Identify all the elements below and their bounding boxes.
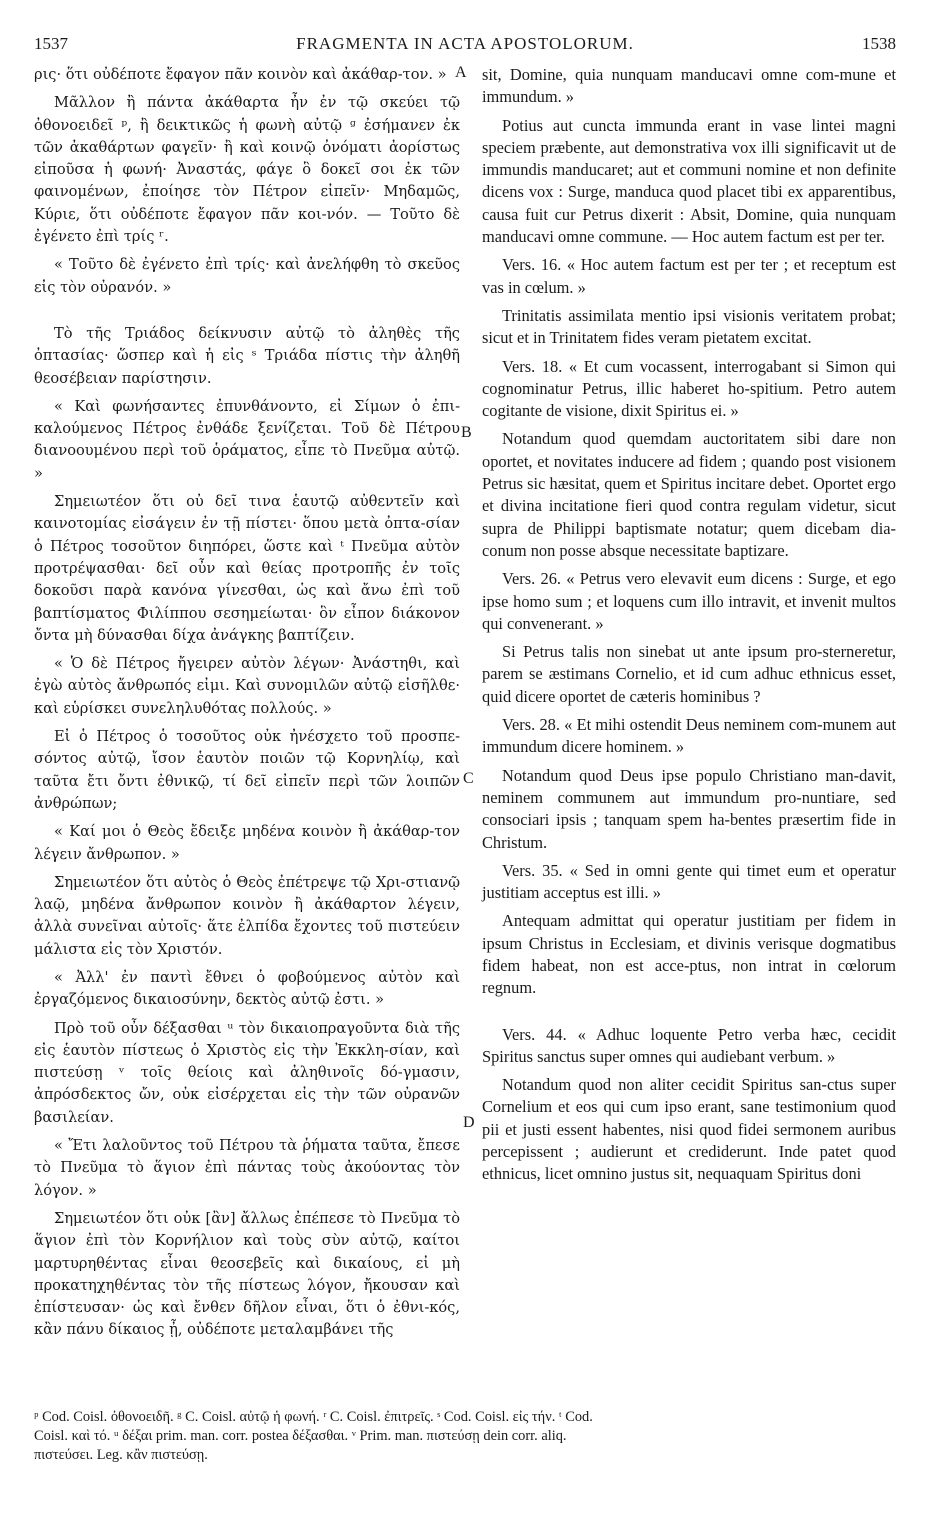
latin-paragraph: Si Petrus talis non sinebat ut ante ipsum pro-sterneretur, parem se æstimans Cornelio, et id cum adhuc ethnicus esset, quid dicere oportet de cæteris hominibus ? xyxy=(482,642,896,706)
margin-letter-d: D xyxy=(463,1114,475,1131)
latin-paragraph: Notandum quod non aliter cecidit Spiritus san-ctus super Cornelium et eos qui cum ipso erant, sane testimonium quod pii et justi essent habentes, nisi quod fidei sermonem auribus percepissent ; audierunt et crediderunt. Inde patet quod ethnicus, licet omnino justus sit, nequaquam Spiritus doni xyxy=(482,1075,896,1184)
greek-paragraph: Σημειωτέον ὅτι οὐ δεῖ τινα ἑαυτῷ αὐθεντεῖν καὶ καινοτομίας εἰσάγειν ἐν τῇ πίστει· ὅπου μετὰ ὀπτα-σίαν ὁ Πέτρος τοσοῦτον διηπόρει, ὥστε καὶ ᵗ Πνεῦμα αὐτὸν προτρέψασθαι· δεῖ οὖν καὶ θείας προτροπῆς ἐν τοῖς δοκοῦσι παρὰ κανόνα γίνεσθαι, ὡς καὶ ἄνω ἐπὶ τοῦ βαπτίσματος Φιλίππου σεσημείωται· ὃν εἶπον διάκονον ὄντα μὴ δύνασθαι δίχα ἀνάγκης βαπτίζειν. xyxy=(34,493,460,644)
greek-verse: « Τοῦτο δὲ ἐγένετο ἐπὶ τρίς· καὶ ἀνελήφθη τὸ σκεῦος εἰς τὸν οὐρανόν. » xyxy=(34,256,460,296)
greek-paragraph: Μᾶλλον ἢ πάντα ἀκάθαρτα ἦν ἐν τῷ σκεύει τῷ ὀθονοειδεῖ ᵖ, ἢ δεικτικῶς ἡ φωνὴ αὐτῷ ᵍ ἐσήμανεν ἐκ τῶν ἀκαθάρτων φαγεῖν· ἢ καὶ κοινῷ ὀνόματι ἀορίστως εἰποῦσα ἡ φωνή· Ἀναστάς, φάγε ὃ δοκεῖ σοι ἐκ τῶν φαινομένων, ἐποίησε τὸν Πέτρον εἰπεῖν· Μηδαμῶς, Κύριε, ὅτι οὐδέποτε ἔφαγον πᾶν κοι-νόν. — Τοῦτο δὲ ἐγένετο ἐπὶ τρίς ʳ. xyxy=(34,94,460,246)
latin-paragraph: sit, Domine, quia nunquam manducavi omne com-mune et immundum. » xyxy=(482,65,896,107)
latin-paragraph: Notandum quod quemdam auctoritatem sibi dare non oportet, et novitates inducere ad fidem ; quando post visionem Petrus sic hæsitat, quem et Spiritus incitare debet. Oportet ergo et divina incitatione fieri quod contra regulam videtur, sicut supra de Philippi baptismate notatur; quem dicebam dia-conum non posse absque necessitate baptizare. xyxy=(482,429,896,560)
latin-paragraph: Antequam admittat qui operatur justitiam per fidem in ipsum Christus in Ecclesiam, et divinis verisque dogmatibus fidem habeat, non est acce-ptus, non intrat in cœlorum regnum. xyxy=(482,911,896,998)
latin-verse: Vers. 35. « Sed in omni gente qui timet eum et operatur justitiam acceptus est illi. » xyxy=(482,860,896,903)
margin-letter-c: C xyxy=(463,770,474,787)
greek-paragraph: Πρὸ τοῦ οὖν δέξασθαι ᵘ τὸν δικαιοπραγοῦντα διὰ τῆς εἰς ἑαυτὸν πίστεως ὁ Χριστὸς εἰς τὴν Ἐκκλη-σίαν, καὶ πιστεύσῃ ᵛ τοῖς θείοις καὶ ἀληθινοῖς δό-γμασιν, ἀπρόσδεκτος ὤν, οὐκ εἰσέρχεται εἰς τὴν τῶν οὐρανῶν βασιλείαν. xyxy=(34,1019,460,1126)
page-number-left: 1537 xyxy=(34,34,68,53)
greek-verse: « Καί μοι ὁ Θεὸς ἔδειξε μηδένα κοινὸν ἢ ἀκάθαρ-τον λέγειν ἄνθρωπον. » xyxy=(34,823,460,863)
page-number-right: 1538 xyxy=(862,34,896,53)
latin-paragraph: Trinitatis assimilata mentio ipsi visionis veritatem probat; sicut et in Trinitatem fides veram pietatem excitat. xyxy=(482,305,896,348)
running-title: FRAGMENTA IN ACTA APOSTOLORUM. xyxy=(296,34,634,53)
greek-paragraph: ρις· ὅτι οὐδέποτε ἔφαγον πᾶν κοινὸν καὶ ἀκάθαρ-τον. » xyxy=(34,66,447,83)
greek-verse: « Ὁ δὲ Πέτρος ἤγειρεν αὐτὸν λέγων· Ἀνάστηθι, καὶ ἐγὼ αὐτὸς ἄνθρωπός εἰμι. Καὶ συνομιλῶν αὐτῷ εἰσῆλθε· καὶ εὑρίσκει συνεληλυθότας πολλούς. » xyxy=(34,655,460,717)
footnotes xyxy=(34,1408,896,1465)
latin-verse: Vers. 44. « Adhuc loquente Petro verba hæc, cecidit Spiritus sanctus super omnes qui audiebant verbum. » xyxy=(482,1024,896,1066)
greek-column xyxy=(34,64,460,1348)
greek-paragraph: Σημειωτέον ὅτι αὐτὸς ὁ Θεὸς ἐπέτρεψε τῷ Χρι-στιανῷ λαῷ, μηδένα ἄνθρωπον κοινὸν ἢ ἀκάθαρτον λέγειν, ἀλλὰ συνεῖναι αὐτοῖς· ἅτε ἐλπίδα ἔχοντες τοῦ πιστεύειν μάλιστα εἰς τὸν Χριστόν. xyxy=(34,873,460,958)
latin-verse: Vers. 16. « Hoc autem factum est per ter ; et receptum est vas in cœlum. » xyxy=(482,255,896,297)
latin-paragraph: Notandum quod Deus ipse populo Christiano man-davit, neminem communem aut immundum pro-nuntiare, sed consociari ipsis ; tanquam spem ha-bentes præsertim fide in Christum. xyxy=(482,765,896,852)
greek-paragraph: Σημειωτέον ὅτι οὐκ [ἂν] ἄλλως ἐπέπεσε τὸ Πνεῦμα τὸ ἅγιον ἐπὶ τὸν Κορνήλιον καὶ τοὺς σὺν αὐτῷ, καίτοι μαρτυρηθέντας εἶναι θεοσεβεῖς καὶ δικαίους, εἰ μὴ προκατηχηθέντας τὸν τῆς πίστεως λόγον, ἤκουσαν καὶ ἐπίστευσαν· ὡς καὶ ἔνθεν δῆλον εἶναι, ὅτι ὁ ἐθνι-κός, κἂν πάνυ δίκαιος ᾖ, οὐδέποτε μεταλαμβάνει τῆς xyxy=(34,1209,460,1339)
footnote-line: Coisl. καὶ τό. ᵘ δέξαι prim. man. corr. postea δέξασθαι. ᵛ Prim. man. πιστεύσῃ dein corr. aliq. xyxy=(34,1428,567,1444)
greek-verse: « Καὶ φωνήσαντες ἐπυνθάνοντο, εἰ Σίμων ὁ ἐπι-καλούμενος Πέτρος ἐνθάδε ξενίζεται. Τοῦ δὲ Πέτρου διανοουμένου περὶ τοῦ ὁράματος, εἶπε τὸ Πνεῦμα αὐτῷ. » xyxy=(34,397,460,482)
page-header xyxy=(34,34,896,58)
latin-column xyxy=(482,64,896,1192)
margin-letter-a: A xyxy=(455,64,467,81)
greek-verse: « Ἔτι λαλοῦντος τοῦ Πέτρου τὰ ῥήματα ταῦτα, ἔπεσε τὸ Πνεῦμα τὸ ἅγιον ἐπὶ πάντας τοὺς ἀκούοντας τὸν λόγον. » xyxy=(34,1137,460,1199)
margin-letter-b: B xyxy=(461,424,472,441)
latin-verse: Vers. 26. « Petrus vero elevavit eum dicens : Surge, et ego ipse homo sum ; et loquens cum illo intravit, et invenit multos qui convenerant. » xyxy=(482,569,896,633)
latin-verse: Vers. 28. « Et mihi ostendit Deus neminem com-munem aut immundum dicere hominem. » xyxy=(482,715,896,757)
greek-paragraph: Τὸ τῆς Τριάδος δείκνυσιν αὐτῷ τὸ ἀληθὲς τῆς ὀπτασίας· ὥσπερ καὶ ἡ εἰς ˢ Τριάδα πίστις τὴν ἀληθῆ θεοσέβειαν παρίστησιν. xyxy=(34,324,460,387)
greek-paragraph: Εἰ ὁ Πέτρος ὁ τοσοῦτος οὐκ ἠνέσχετο τοῦ προσπε-σόντος αὐτῷ, ἴσον ἑαυτὸν ποιῶν τῷ Κορνηλίῳ, καὶ ταῦτα ἔτι ὄντι ἐθνικῷ, τί δεῖ εἰπεῖν περὶ τῶν λοιπῶν ἀνθρώπων; xyxy=(34,728,460,812)
latin-verse: Vers. 18. « Et cum vocassent, interrogabant si Simon qui cognominatur Petrus, illic haberet ho-spitium. Petro autem cogitante de visione, dixit Spiritus ei. » xyxy=(482,356,896,421)
greek-verse: « Ἀλλ' ἐν παντὶ ἔθνει ὁ φοβούμενος αὐτὸν καὶ ἐργαζόμενος δικαιοσύνην, δεκτὸς αὐτῷ ἐστι. » xyxy=(34,968,460,1009)
latin-paragraph: Potius aut cuncta immunda erant in vase lintei magni speciem præbente, aut demonstrativa vox illi significavit ut de immundis manducaret; aut et communi nomine et non definite dicens vox : Surge, manduca quod placet tibi ex apparentibus, causa fuit cur Petrus dixerit : Absit, Domine, quia nunquam manducavi omne commune. — Hoc autem factum est per ter. xyxy=(482,115,896,247)
footnote-line: πιστεύσει. Leg. κἂν πιστεύσῃ. xyxy=(34,1447,208,1463)
footnote-line: ᵖ Cod. Coisl. ὀθονοειδῆ. ᵍ C. Coisl. αὐτῷ ἡ φωνή. ʳ C. Coisl. ἐπιτρεῖς. ˢ Cod. Coisl. εἰς τήν. ᵗ Cod. xyxy=(34,1409,593,1425)
